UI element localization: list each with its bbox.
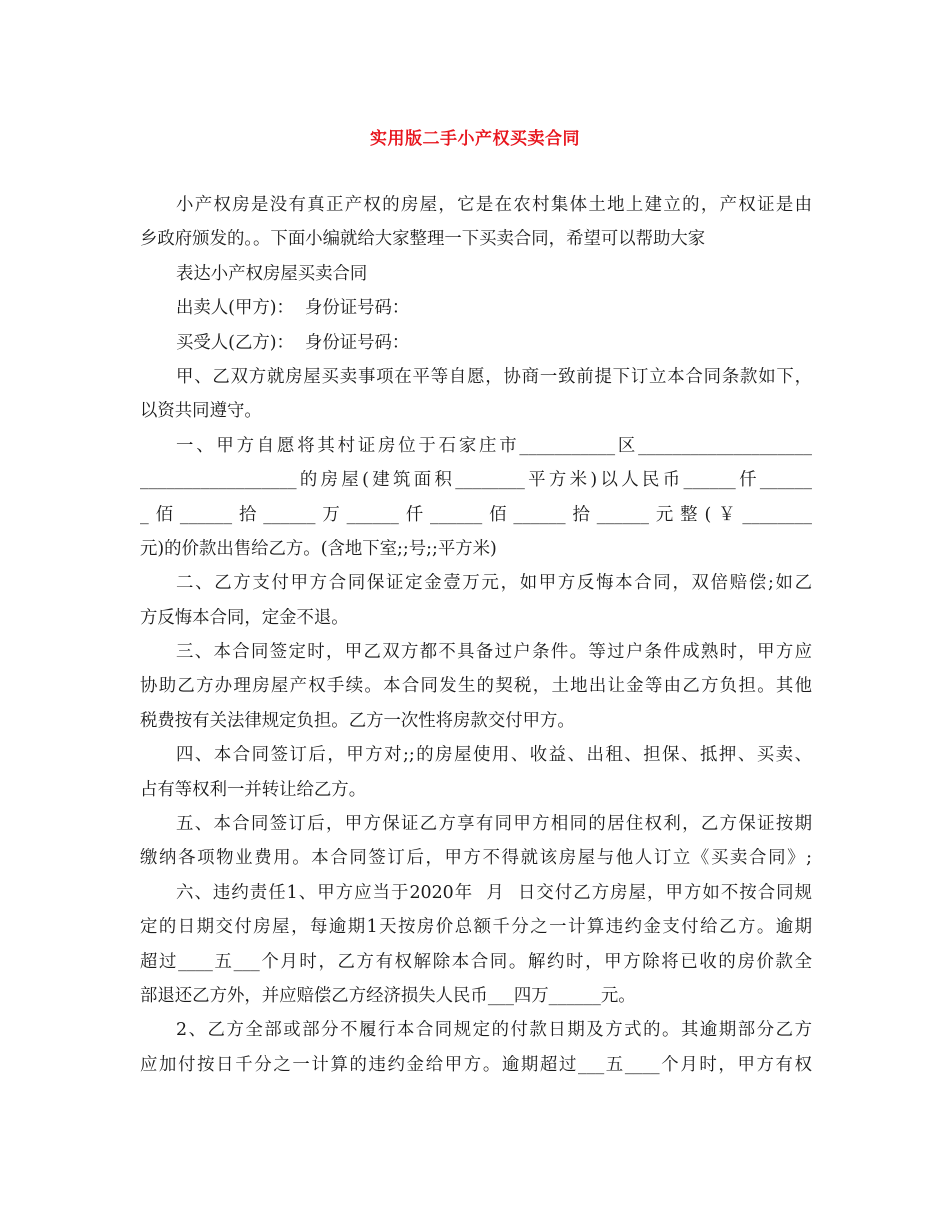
text-line: 五、本合同签订后，甲方保证乙方享有同甲方相同的居住权利，乙方保证按期 [176,814,812,835]
text-line: 乡政府颁发的。。下面小编就给大家整理一下买卖合同，希望可以帮助大家 [140,229,706,250]
text-line: 二、乙方支付甲方合同保证定金壹万元，如甲方反悔本合同，双倍赔偿;如乙 [176,573,812,594]
text-line: 三、本合同签定时，甲乙双方都不具备过户条件。等过户条件成熟时，甲方应 [176,642,812,663]
text-line: __________________的房屋(建筑面积________平方米)以人民币______仟______ [140,470,812,491]
text-line: 部退还乙方外，并应赔偿乙方经济损失人民币___四万______元。 [140,985,636,1006]
text-line: 买受人(乙方)： 身份证号码： [176,332,410,353]
text-line: 小产权房是没有真正产权的房屋，它是在农村集体土地上建立的，产权证是由 [176,195,812,215]
text-line: 协助乙方办理房屋产权手续。本合同发生的契税，土地出让金等由乙方负担。其他 [140,676,812,697]
text-line: 以资共同遵守。 [140,401,262,422]
text-line: 税费按有关法律规定负担。乙方一次性将房款交付甲方。 [140,710,575,731]
text-line: 四、本合同签订后，甲方对;;的房屋使用、收益、出租、担保、抵押、买卖、 [176,745,812,766]
text-line: 表达小产权房屋买卖合同 [176,263,368,284]
text-line: 甲、乙双方就房屋买卖事项在平等自愿，协商一致前提下订立本合同条款如下， [176,366,812,387]
text-line: _佰______拾______万______仟______佰______拾______元整(￥________ [140,504,812,525]
text-line: 六、违约责任1、甲方应当于2020年 月 日交付乙方房屋，甲方如不按合同规 [176,882,812,903]
text-line: 2、乙方全部或部分不履行本合同规定的付款日期及方式的。其逾期部分乙方 [176,1020,812,1041]
text-line: 方反悔本合同，定金不退。 [140,607,349,628]
text-line: 缴纳各项物业费用。本合同签订后，甲方不得就该房屋与他人订立《买卖合同》; [140,848,812,869]
text-line: 一、甲方自愿将其村证房位于石家庄市___________区____________________ [176,435,812,456]
text-line: 定的日期交付房屋，每逾期1天按房价总额千分之一计算违约金支付给乙方。逾期 [140,917,812,938]
document-title: 实用版二手小产权买卖合同 [370,129,580,149]
text-line: 出卖人(甲方)： 身份证号码： [176,298,410,319]
text-line: 超过____五___个月时，乙方有权解除本合同。解约时，甲方除将已收的房价款全 [140,951,812,972]
text-line: 应加付按日千分之一计算的违约金给甲方。逾期超过___五____个月时，甲方有权 [140,1054,812,1075]
document-body [140,188,812,1082]
text-line: 元)的价款出售给乙方。(含地下室;;号;;平方米) [140,538,497,559]
text-line: 占有等权利一并转让给乙方。 [140,779,367,800]
